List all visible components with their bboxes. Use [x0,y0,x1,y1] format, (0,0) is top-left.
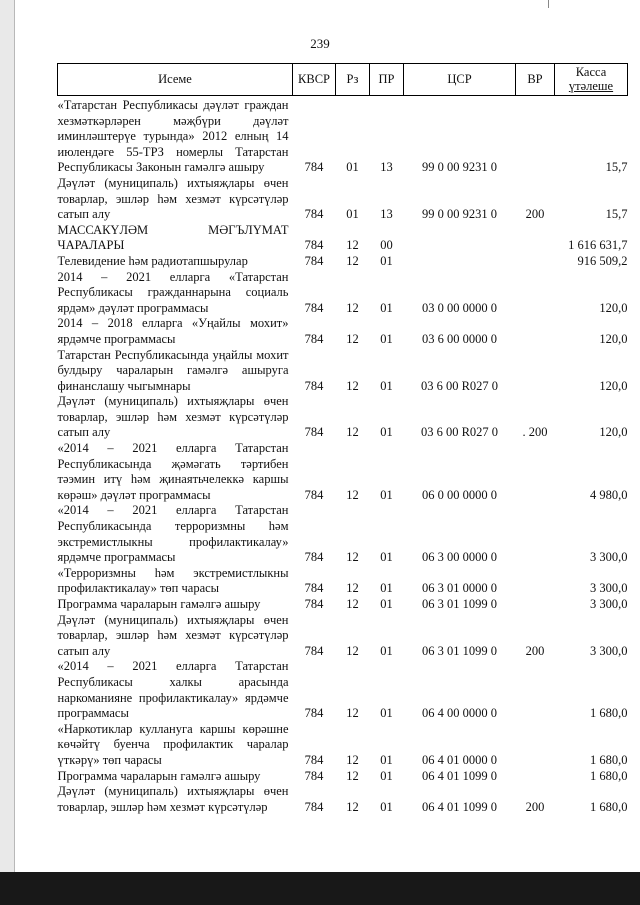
row-name: «Терроризмны һәм экстремистлыкны профилактикалау» төп чарасы [57,565,289,596]
row-rz: 12 [346,706,359,721]
row-name: 2014 – 2021 елларга «Татарстан Республикасы гражданнарына социаль ярдәм» дәүләт программасы [57,269,289,315]
row-rz: 12 [346,768,359,783]
row-pr: 01 [380,706,393,721]
table-row [58,223,628,254]
row-csr: 03 6 00 R027 0 [420,378,499,393]
row-kvsr: 784 [304,752,324,767]
row-csr: 99 0 00 9231 0 [422,160,497,175]
table-row [58,441,628,503]
table-row [58,254,628,270]
col-header-vr: ВР [516,64,555,96]
row-rz: 12 [346,581,359,596]
row-kassa: 120,0 [599,425,628,440]
row-name: «2014 – 2021 елларга Татарстан Республикасында җәмәгать тәртибен тәэмин итү һәм җинаятьчелеккә каршы көрәш» дәүләт программасы [57,441,289,502]
row-name: 2014 – 2018 елларга «Уңайлы мохит» ярдәмче программасы [57,316,289,346]
row-pr: 01 [380,550,393,565]
row-kvsr: 784 [304,253,324,268]
row-vr: . 200 [522,425,548,440]
row-csr: 03 6 00 R027 0 [420,425,499,440]
row-kvsr: 784 [304,300,324,315]
row-kvsr: 784 [304,207,324,222]
budget-table [57,63,628,815]
row-kassa: 120,0 [599,331,628,346]
row-pr: 01 [380,752,393,767]
table-row [58,176,628,223]
row-pr: 01 [380,597,393,611]
row-vr [516,254,555,270]
table-row [58,784,628,815]
table-row [58,503,628,565]
row-vr [516,722,555,769]
row-kvsr: 784 [304,768,324,783]
scan-corner-mark [548,0,549,8]
row-kassa: 1 680,0 [590,752,628,767]
row-kassa: 1 616 631,7 [568,238,628,253]
col-header-name: Исеме [58,64,293,96]
row-name: МАССАКҮЛӘМ МӘГЪЛҮМАТ ЧАРАЛАРЫ [57,222,289,253]
table-row [58,613,628,660]
table-row [58,769,628,785]
row-vr [516,441,555,503]
row-name: Программа чараларын гамәлгә ашыру [57,597,261,611]
row-kvsr: 784 [304,643,324,658]
col-header-kassa-line2: үтәлеше [568,78,614,93]
row-vr: 200 [525,643,545,658]
row-rz: 12 [346,799,359,814]
row-pr: 01 [380,425,393,440]
row-kassa: 3 300,0 [590,597,628,611]
row-kvsr: 784 [304,425,324,440]
row-name: Дәүләт (муниципаль) ихтыяҗлары өчен товарлар, эшләр һәм хезмәт күрсәтүләр сатып алу [57,394,289,440]
row-kvsr: 784 [304,487,324,502]
row-kassa: 15,7 [605,160,628,175]
row-pr: 01 [380,581,393,596]
scan-bottom-bar [0,872,640,905]
row-pr: 01 [380,378,393,393]
row-rz: 12 [346,550,359,565]
row-pr: 13 [380,207,393,222]
table-row [58,96,628,176]
table-row [58,597,628,613]
row-rz: 12 [346,597,359,611]
row-vr [516,348,555,395]
row-csr: 06 0 00 0000 0 [422,487,497,502]
col-header-csr: ЦСР [404,64,516,96]
row-csr: 06 4 01 1099 0 [422,799,497,814]
row-csr [404,223,516,254]
row-csr: 03 6 00 0000 0 [422,331,497,346]
table-row [58,270,628,317]
row-kvsr: 784 [304,581,324,596]
row-kvsr: 784 [304,160,324,175]
row-kassa: 1 680,0 [590,706,628,721]
row-kassa: 120,0 [599,378,628,393]
row-rz: 12 [346,253,359,268]
row-vr [516,96,555,176]
row-rz: 12 [346,487,359,502]
row-rz: 12 [346,238,359,253]
scan-left-margin [0,0,14,905]
row-kvsr: 784 [304,331,324,346]
row-kassa: 1 680,0 [590,799,628,814]
row-kassa: 3 300,0 [590,643,628,658]
row-vr [516,223,555,254]
row-name: Программа чараларын гамәлгә ашыру [57,768,261,783]
row-rz: 01 [346,160,359,175]
row-name: «2014 – 2021 елларга Татарстан Республикасы халкы арасында наркоманияне профилактикалау» ярдәмче программасы [57,659,289,721]
row-vr: 200 [525,799,545,814]
row-name: «2014 – 2021 елларга Татарстан Республикасында терроризмны һәм экстремистлыкны профилактикалау» ярдәмче программасы [57,503,289,565]
row-csr: 06 3 01 0000 0 [422,581,497,596]
row-pr: 01 [380,331,393,346]
row-vr [516,659,555,721]
row-kvsr: 784 [304,706,324,721]
row-vr [516,503,555,565]
row-kvsr: 784 [304,550,324,565]
row-vr [516,769,555,785]
row-rz: 12 [346,752,359,767]
row-vr [516,270,555,317]
row-name: Дәүләт (муниципаль) ихтыяҗлары өчен товарлар, эшләр һәм хезмәт күрсәтүләр сатып алу [57,175,289,222]
row-csr: 06 3 01 1099 0 [422,643,497,658]
row-pr: 01 [380,300,393,315]
row-name: Телевидение һәм радиотапшырулар [57,253,248,268]
row-csr: 06 4 01 1099 0 [422,768,497,783]
row-kvsr: 784 [304,799,324,814]
table-body [58,96,628,816]
row-name: «Татарстан Республикасы дәүләт граждан хезмәткәрләрен мәҗбүри дәүләт иминләштерүе турында» 2012 елның 14 июлендәге 55-ТРЗ номерлы Татарстан Республикасы Законын гамәлгә ашыру [57,98,289,175]
page-number: 239 [310,36,330,51]
row-vr: 200 [525,207,545,222]
row-name: Дәүләт (муниципаль) ихтыяҗлары өчен товарлар, эшләр һәм хезмәт күрсәтүләр сатып алу [57,612,289,658]
table-row [58,722,628,769]
table-row [58,348,628,395]
row-rz: 12 [346,300,359,315]
row-pr: 01 [380,768,393,783]
row-csr: 03 0 00 0000 0 [422,300,497,315]
row-kvsr: 784 [304,378,324,393]
row-rz: 01 [346,207,359,222]
scan-edge-line [14,0,15,905]
row-rz: 12 [346,425,359,440]
row-pr: 01 [380,799,393,814]
col-header-kassa [555,64,628,96]
table-row [58,316,628,347]
col-header-rz: Рз [336,64,370,96]
row-csr: 06 4 01 0000 0 [422,752,497,767]
row-vr [516,597,555,613]
row-pr: 00 [380,238,393,253]
row-csr: 06 4 00 0000 0 [422,706,497,721]
row-kassa: 1 680,0 [590,768,628,783]
row-kassa: 4 980,0 [590,487,628,502]
row-kassa: 3 300,0 [590,550,628,565]
table-header-row [58,64,628,96]
row-rz: 12 [346,331,359,346]
row-kassa: 15,7 [605,207,628,222]
row-csr: 99 0 00 9231 0 [422,207,497,222]
row-csr: 06 3 01 1099 0 [422,597,497,611]
row-kvsr: 784 [304,597,324,611]
row-pr: 01 [380,643,393,658]
row-kassa: 3 300,0 [590,581,628,596]
row-rz: 12 [346,643,359,658]
row-kassa: 916 509,2 [577,253,628,268]
row-name: Татарстан Республикасында уңайлы мохит булдыру чараларын гамәлгә ашыруга финанслашу чыгымнары [57,347,289,393]
row-rz: 12 [346,378,359,393]
col-header-kvsr: КВСР [293,64,336,96]
col-header-kassa-line1: Касса [575,65,607,80]
row-kassa: 120,0 [599,300,628,315]
row-vr [516,316,555,347]
row-pr: 01 [380,487,393,502]
row-csr [404,254,516,270]
row-name: Дәүләт (муниципаль) ихтыяҗлары өчен товарлар, эшләр һәм хезмәт күрсәтүләр [57,784,289,814]
table-row [58,659,628,721]
row-vr [516,566,555,597]
row-name: «Наркотиклар куллануга каршы көрәшне көчәйтү буенча профилактик чаралар үткәрү» төп чарасы [57,721,289,767]
row-pr: 13 [380,160,393,175]
table-row [58,566,628,597]
row-pr: 01 [380,253,393,268]
row-csr: 06 3 00 0000 0 [422,550,497,565]
row-kvsr: 784 [304,238,324,253]
col-header-pr: ПР [370,64,404,96]
table-row [58,394,628,441]
